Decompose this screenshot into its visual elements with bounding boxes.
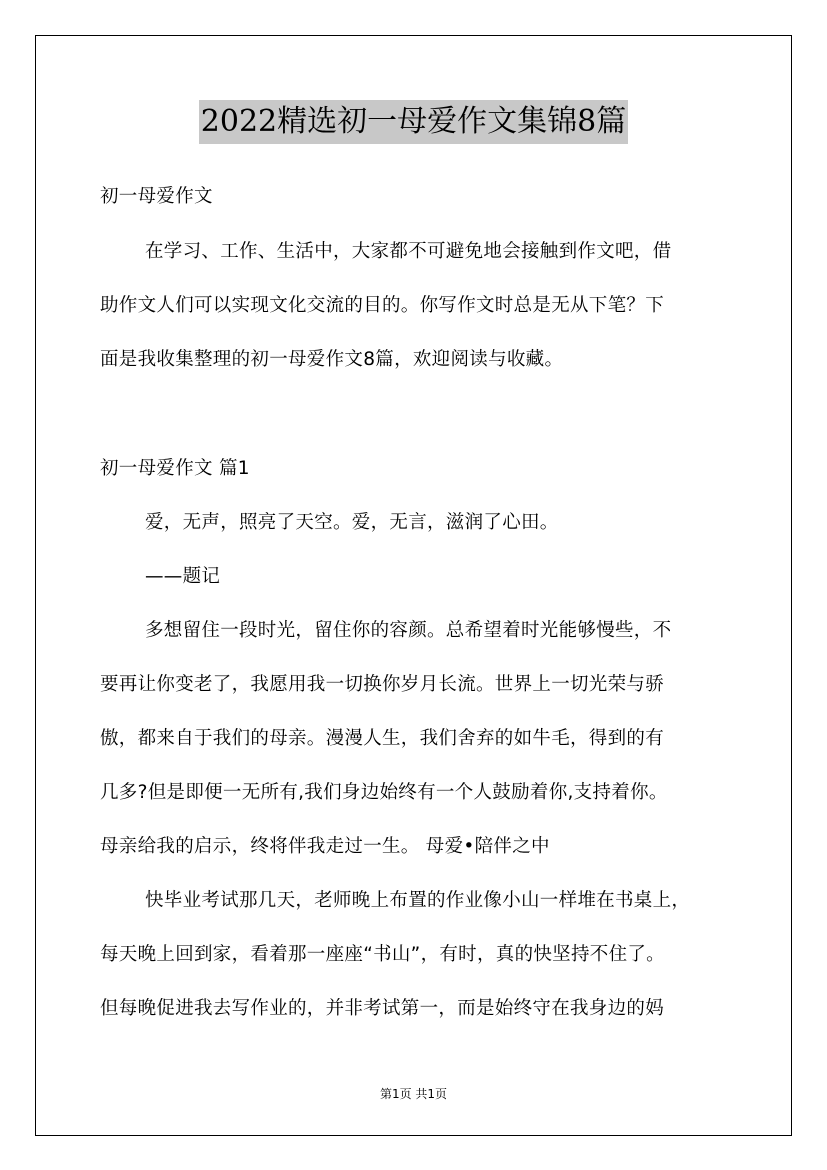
document-title: 2022精选初一母爱作文集锦8篇: [199, 100, 628, 144]
title-container: [0, 100, 827, 144]
paragraph-line: 多想留住一段时光，留住你的容颜。总希望着时光能够慢些，不: [145, 620, 672, 641]
paragraph-line: 快毕业考试那几天，老师晚上布置的作业像小山一样堆在书桌上，: [145, 890, 691, 911]
section-heading: 初一母爱作文: [100, 186, 213, 207]
paragraph-line: 几多?但是即便一无所有,我们身边始终有一个人鼓励着你,支持着你。: [100, 782, 668, 803]
paragraph-line: 助作文人们可以实现文化交流的目的。你写作文时总是无从下笔？下: [100, 295, 665, 316]
paragraph-line: 要再让你变老了，我愿用我一切换你岁月长流。世界上一切光荣与骄: [100, 674, 665, 695]
paragraph-line: ——题记: [145, 566, 221, 587]
paragraph-line: 但每晚促进我去写作业的，并非考试第一，而是始终守在我身边的妈: [100, 998, 665, 1019]
paragraph-line: 面是我收集整理的初一母爱作文8篇，欢迎阅读与收藏。: [100, 349, 564, 370]
paragraph-line: 爱，无声，照亮了天空。爱，无言，滋润了心田。: [145, 512, 559, 533]
page-footer: 第1页 共1页: [379, 1087, 448, 1101]
paragraph-line: 傲，都来自于我们的母亲。漫漫人生，我们舍弃的如牛毛，得到的有: [100, 728, 665, 749]
section-heading: 初一母爱作文 篇1: [100, 458, 250, 479]
paragraph-line: 母亲给我的启示，终将伴我走过一生。 母爱•陪伴之中: [100, 836, 550, 857]
paragraph-line: 在学习、工作、生活中，大家都不可避免地会接触到作文吧，借: [145, 241, 672, 262]
paragraph-line: 每天晚上回到家，看着那一座座“书山”，有时，真的快坚持不住了。: [100, 944, 665, 965]
